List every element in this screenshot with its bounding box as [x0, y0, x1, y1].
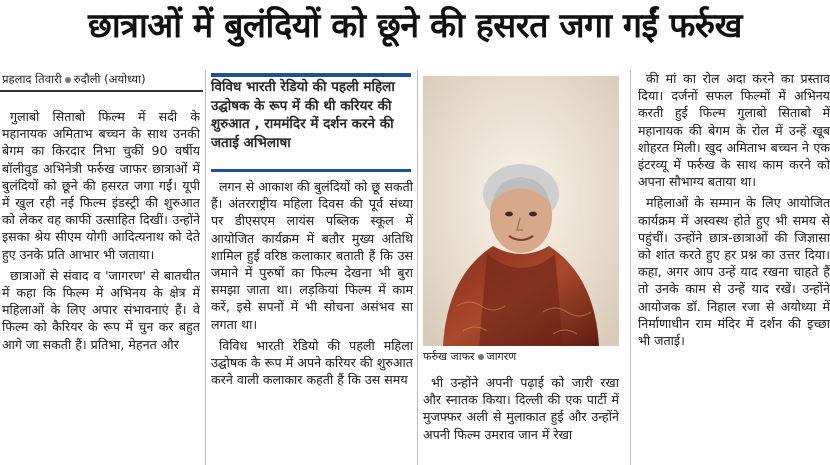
- column-divider: [630, 70, 631, 465]
- pull-quote: विविध भारती रेडियो की पहली महिला उद्घोषक के रूप में की थी करियर की शुरुआत , राममंदिर में दर्शन करने की जताई अभिलाषा: [211, 73, 411, 170]
- article-column-4: [638, 70, 830, 465]
- bullet-icon: [65, 77, 71, 83]
- column-divider: [417, 70, 418, 465]
- paragraph: गुलाबो सिताबो फिल्म में सदी के महानायक अमिताभ बच्चन के साथ उनकी बेगम का किरदार निभा चुकीं 90 वर्षीय बॉलीवुड अभिनेत्री फर्रुख जाफर छात्राओं में बुलंदियों को छूने की हसरत जगा गईं। यूपी में खुल रही नई फिल्म इंडस्ट्री की शुरुआत को लेकर वह काफी उत्साहित दिखीं। उन्होंने इसका श्रेय सीएम योगी आदित्यनाथ को देते हुए उनके प्रति आभार भी जताया।: [2, 109, 200, 262]
- article-column-3: [423, 374, 619, 465]
- paragraph: विविध भारती रेडियो की पहली महिला उद्घोषक के रूप में अपने करियर की शुरुआत करने वाली कलाकार कहती हैं कि उस समय: [211, 337, 413, 388]
- byline-rule: [0, 90, 203, 92]
- article-column-1: [2, 108, 200, 465]
- paragraph: महिलाओं के सम्मान के लिए आयोजित कार्यक्रम में अस्वस्थ होते हुए भी समय से पहुंचीं। उन्होंने छात्र-छात्राओं की जिज्ञासा को शांत करते हुए हर प्रश्न का उत्तर दिया। कहा, अगर आप उन्हें याद रखना चाहते हैं तो उनके काम से उन्हें याद रखें। उन्होंने आयोजक डॉ. निहाल रजा से अयोध्या में निर्माणाधीन राम मंदिर में दर्शन की इच्छा भी जताई।: [638, 195, 830, 349]
- paragraph: लगन से आकाश की बुलंदियों को छू सकती हैं। अंतरराष्ट्रीय महिला दिवस की पूर्व संध्या पर डीएसएम लायंस पब्लिक स्कूल में आयोजित कार्यक्रम में बतौर मुख्य अतिथि शामिल हुईं वरिष्ठ कलाकार बताती हैं कि उस जमाने में पुरुषों का फिल्म देखना भी बुरा समझा जाता था। लड़कियां फिल्म में काम करें, इसे सपनों में भी सोचना असंभव सा लगता था।: [211, 179, 413, 332]
- bullet-icon: [478, 354, 484, 360]
- byline: [2, 71, 202, 87]
- article-column-2: [211, 178, 413, 465]
- photo-caption: [423, 350, 619, 364]
- portrait-image: [423, 76, 619, 346]
- paragraph: की मां का रोल अदा करने का प्रस्ताव दिया। दर्जनों सफल फिल्मों में अभिनय करती हुई फिल्म गुलाबो सिताबो में महानायक की बेगम के रोल में उन्हें खूब शोहरत मिली। खुद अमिताभ बच्चन ने एक इंटरव्यू में फर्रुख के साथ काम करने को अपना सौभाग्य बताया था।: [638, 71, 830, 190]
- byline-author: प्रहलाद तिवारी: [2, 72, 62, 86]
- portrait-photo: [423, 76, 619, 346]
- paragraph: भी उन्होंने अपनी पढ़ाई को जारी रखा और स्नातक किया। दिल्ली की एक पार्टी में मुजफ्फर अली से मुलाकात हुई और उन्होंने अपनी फिल्म उमराव जान में रेखा: [423, 375, 619, 442]
- pull-quote-rule: [211, 169, 411, 172]
- caption-source: जागरण: [486, 350, 517, 363]
- byline-location: रुदौली (अयोध्या): [73, 72, 146, 86]
- headline: छात्राओं में बुलंदियों को छूने की हसरत जगा गईं फर्रुख: [88, 6, 742, 46]
- paragraph: छात्राओं से संवाद व 'जागरण' से बातचीत में कहा कि फिल्म में अभिनय के क्षेत्र में महिलाओं के लिए अपार संभावनाएं हैं। वे फिल्म को कैरियर के रूप में चुन कर बहुत आगे जा सकती हैं। प्रतिभा, मेहनत और: [2, 267, 200, 352]
- column-divider: [205, 70, 206, 465]
- caption-name: फर्रुख जाफर: [423, 350, 475, 363]
